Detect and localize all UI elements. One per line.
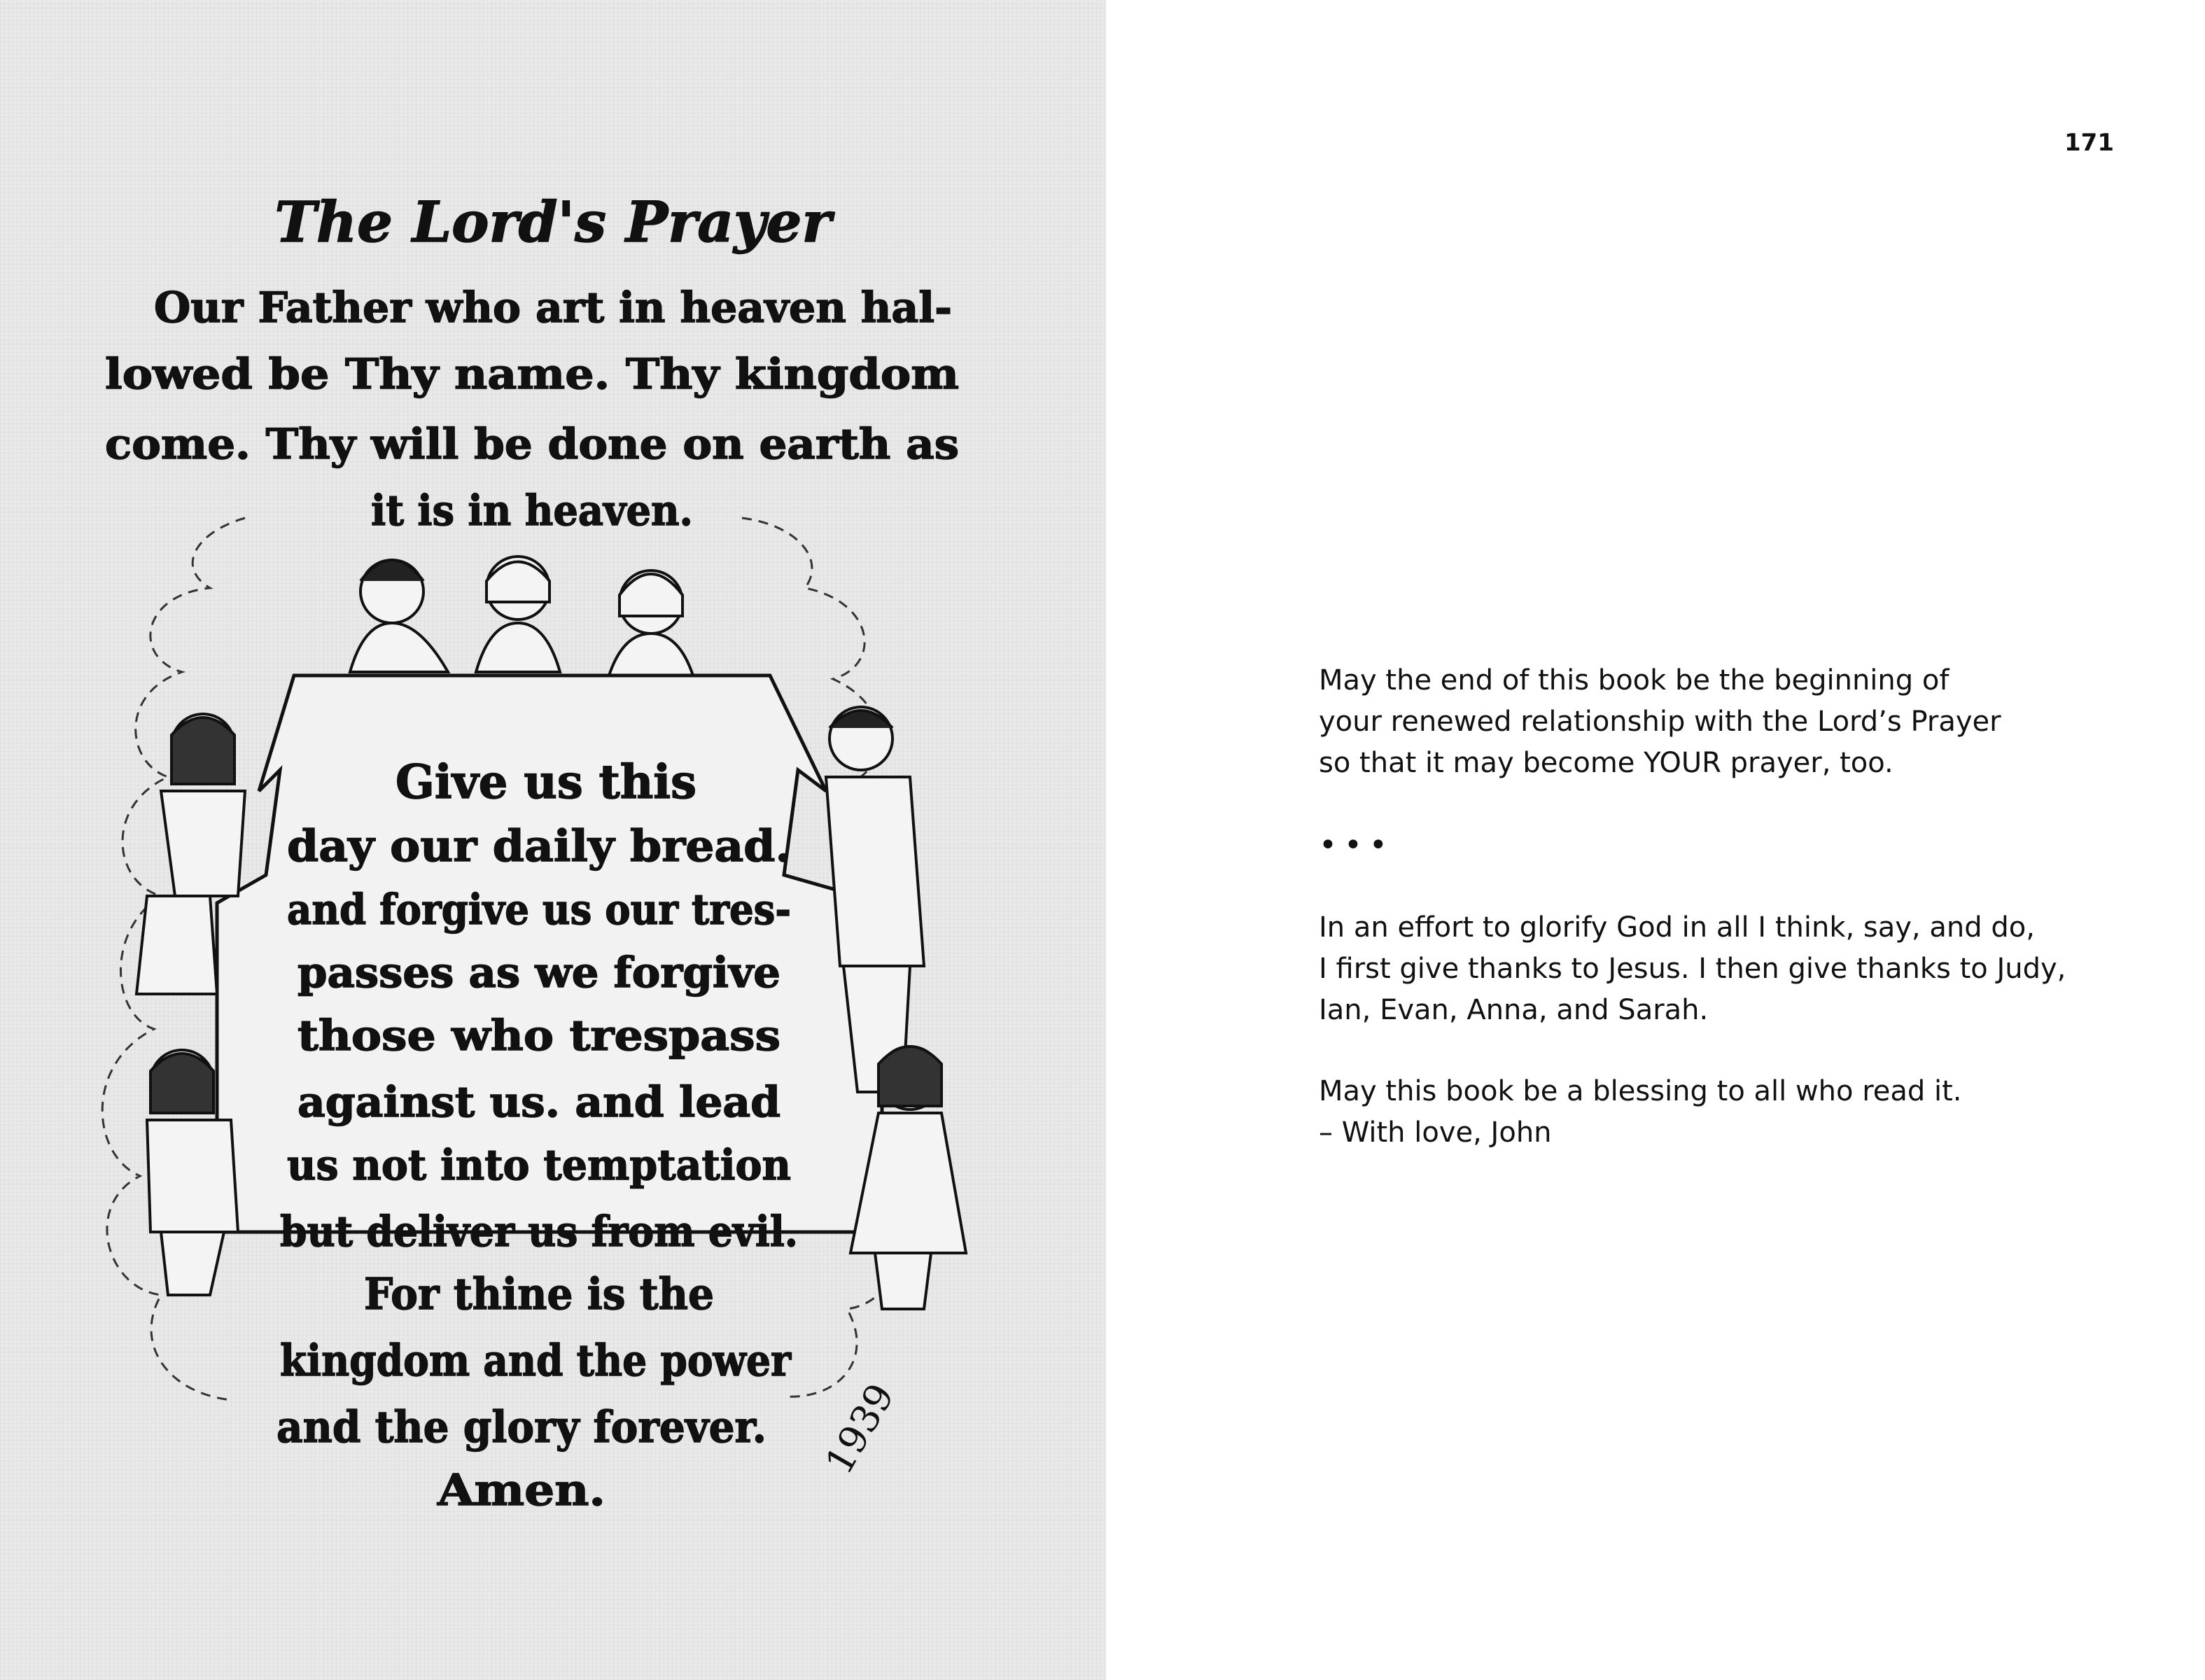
verse-bottom-block [276, 1268, 792, 1516]
right-page-text [1106, 0, 2205, 1680]
thanks-paragraph-line-1: In an effort to glorify God in all I think, say, and do, [1319, 911, 2035, 944]
blessing-paragraph [1319, 1071, 2089, 1154]
artwork-year: 1939 [816, 1376, 903, 1482]
verse-banner-line-4: passes as we forgive [298, 948, 780, 997]
closing-paragraph-line-2: your renewed relationship with the Lord’s Prayer [1319, 706, 2001, 738]
verse-banner-line-5: those who trespass [298, 1011, 780, 1060]
section-separator: ••• [1319, 827, 1394, 863]
verse-bottom-line-1: For thine is the [364, 1268, 714, 1320]
verse-top-line-3: come. Thy will be done on earth as [105, 420, 959, 469]
verse-bottom-line-4: Amen. [436, 1464, 606, 1516]
verse-top-block [105, 284, 959, 536]
verse-banner-line-8: but deliver us from evil. [280, 1208, 798, 1256]
verse-top-line-2: lowed be Thy name. Thy kingdom [105, 350, 959, 399]
verse-bottom-line-2: kingdom and the power [280, 1335, 792, 1386]
thanks-paragraph-line-2: I first give thanks to Jesus. I then give thanks to Judy, [1319, 953, 2066, 985]
child-figure-top-left [350, 560, 448, 672]
verse-top-line-1: Our Father who art in heaven hal- [154, 284, 952, 332]
child-figure-top-right [609, 570, 693, 676]
thanks-paragraph [1319, 907, 2089, 1031]
blessing-paragraph-line-1: May this book be a blessing to all who read it. [1319, 1075, 1962, 1107]
verse-banner-line-1: Give us this [396, 755, 696, 809]
verse-banner-line-7: us not into temptation [287, 1141, 791, 1190]
verse-banner-line-6: against us. and lead [298, 1078, 780, 1127]
closing-paragraph [1319, 660, 2089, 784]
verse-bottom-line-3: and the glory forever. [276, 1401, 766, 1452]
signature-line: – With love, John [1319, 1116, 1552, 1149]
thanks-paragraph-line-3: Ian, Evan, Anna, and Sarah. [1319, 994, 1709, 1026]
artwork-title: The Lord's Prayer [274, 189, 832, 255]
child-figure-top-center [476, 556, 560, 672]
verse-top-line-4: it is in heaven. [371, 486, 693, 536]
closing-paragraph-line-3: so that it may become YOUR prayer, too. [1319, 747, 1893, 779]
verse-banner-line-2: day our daily bread. [287, 820, 791, 872]
children-top-group [350, 556, 693, 676]
closing-paragraph-line-1: May the end of this book be the beginning of [1319, 664, 1949, 696]
page-number: 171 [2064, 129, 2114, 157]
verse-banner-line-3: and forgive us our tres- [287, 886, 791, 934]
